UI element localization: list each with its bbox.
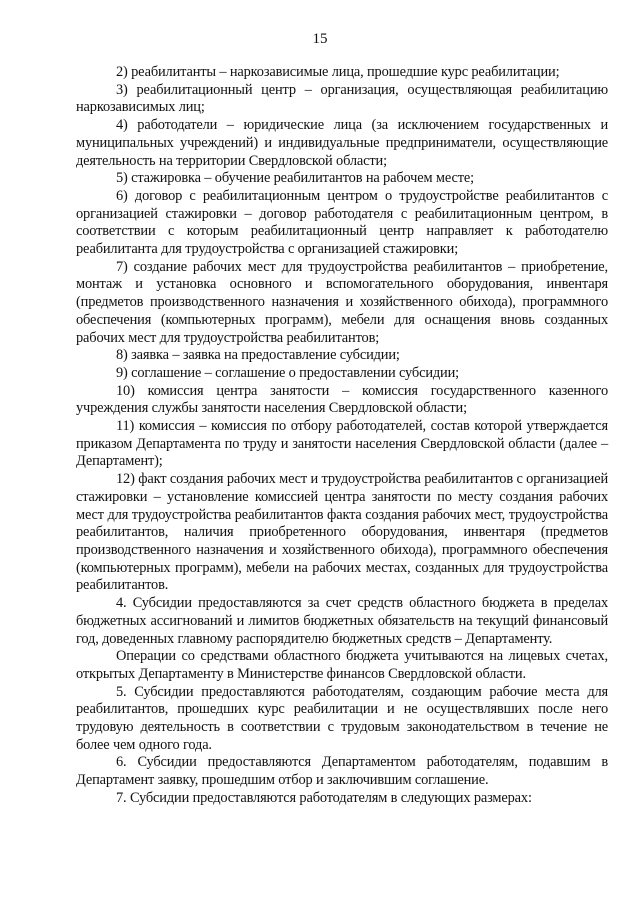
definition-item-2: 2) реабилитанты – наркозависимые лица, прошедшие курс реабилитации;	[116, 64, 560, 80]
clause-4: 4. Субсидии предоставляются за счет средств областного бюджета в пределах бюджетных ассигнований и лимитов бюджетных обязательств на текущий финансовый год, доведенных главному распорядителю бюджетных средств – Департаменту.	[76, 595, 608, 647]
document-body	[76, 64, 608, 808]
definition-item-8: 8) заявка – заявка на предоставление субсидии;	[116, 347, 400, 364]
page-number: 15	[312, 31, 328, 47]
definition-item-10: 10) комиссия центра занятости – комиссия государственного казенного учреждения службы занятости населения Свердловской области;	[76, 382, 608, 417]
clause-7: 7. Субсидии предоставляются работодателям в следующих размерах:	[116, 789, 532, 806]
definition-item-9: 9) соглашение – соглашение о предоставлении субсидии;	[116, 364, 459, 381]
clause-4-operations: Операции со средствами областного бюджета учитываются на лицевых счетах, открытых Департаменту в Министерстве финансов Свердловской области.	[76, 648, 608, 682]
clause-6: 6. Субсидии предоставляются Департаментом работодателям, подавшим в Департамент заявку, прошедшим отбор и заключившим соглашение.	[76, 754, 608, 789]
definition-item-5: 5) стажировка – обучение реабилитантов на рабочем месте;	[116, 170, 474, 187]
definition-item-4: 4) работодатели – юридические лица (за исключением государственных и муниципальных учреждений) и индивидуальные предприниматели, осуществляющие деятельность на территории Свердловской области;	[76, 117, 608, 169]
definition-item-7: 7) создание рабочих мест для трудоустройства реабилитантов – приобретение, монтаж и установка основного и вспомогательного оборудования, инвентаря (предметов производственного назначения и хозяйственного обихода), программного обеспечения (компьютерных программ), мебели для оснащения вновь созданных рабочих мест для трудоустройства реабилитантов;	[76, 258, 608, 346]
definition-item-3: 3) реабилитационный центр – организация, осуществляющая реабилитацию наркозависимых лиц;	[76, 81, 608, 116]
definition-item-12: 12) факт создания рабочих мест и трудоустройства реабилитантов с организацией стажировки – установление комиссией центра занятости по месту создания рабочих мест для трудоустройства реабилитантов факта создания рабочих мест, трудоустройства реабилитантов, наличия приобретенного оборудования, инвентаря (предметов производственного назначения и хозяйственного обихода), программного обеспечения (компьютерных программ), мебели на рабочих местах, созданных для трудоустройства реабилитантов.	[76, 471, 608, 594]
definition-item-6: 6) договор с реабилитационным центром о трудоустройстве реабилитантов с организацией стажировки – договор работодателя с реабилитационным центром, в соответствии с которым реабилитационный центр направляет к работодателю реабилитанта для трудоустройства с организацией стажировки;	[76, 187, 608, 258]
definition-item-11: 11) комиссия – комиссия по отбору работодателей, состав которой утверждается приказом Департамента по труду и занятости населения Свердловской области (далее – Департамент);	[76, 418, 608, 470]
clause-5: 5. Субсидии предоставляются работодателям, создающим рабочие места для реабилитантов, прошедших курс реабилитации и не осуществлявших после него трудовую деятельность в соответствии с трудовым законодательством в течение не более чем одного года.	[76, 683, 608, 753]
